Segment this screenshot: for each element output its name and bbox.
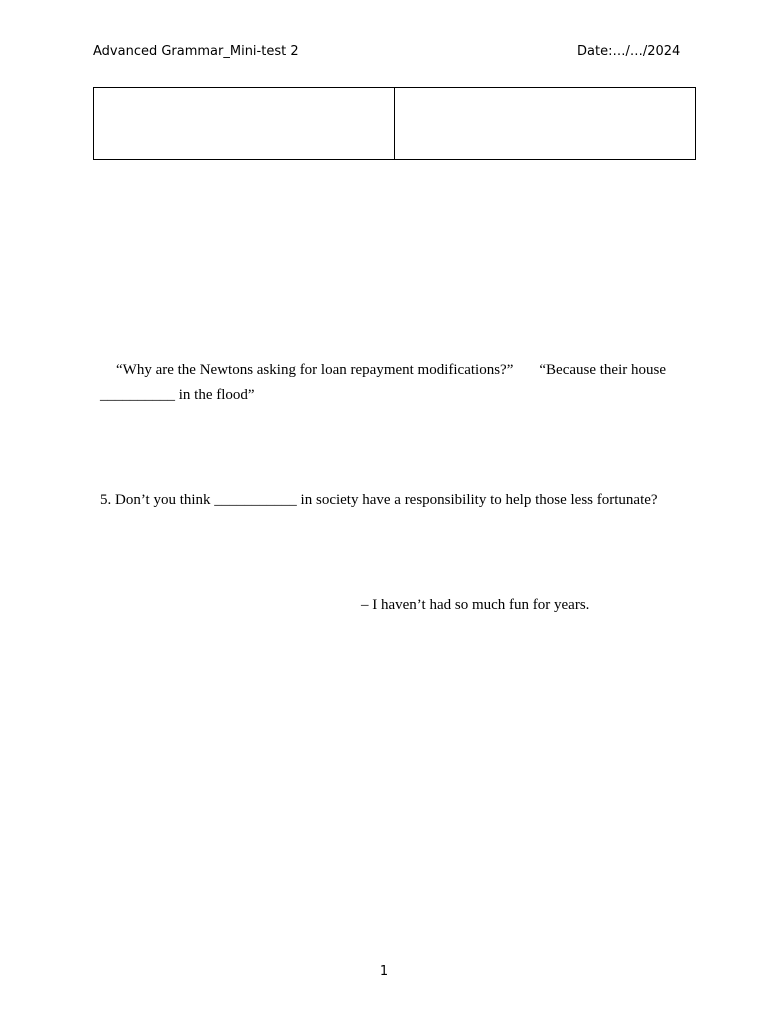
answer-box-left-cell: [94, 88, 395, 159]
response-line: – I haven’t had so much fun for years.: [361, 597, 590, 613]
answer-box-table: [93, 87, 696, 160]
document-title: Advanced Grammar_Mini-test 2: [93, 44, 299, 59]
answer-box-right-cell: [395, 88, 695, 159]
question-5-text: 5. Don’t you think ___________ in society have a responsibility to help those less fortunate?: [100, 492, 658, 508]
question-4-reply-start: “Because their house: [539, 362, 666, 378]
page-number: 1: [379, 964, 389, 979]
question-4-line-2: __________ in the flood”: [100, 387, 255, 403]
question-4-quote: “Why are the Newtons asking for loan repayment modifications?”: [116, 362, 514, 378]
date-field: Date:…/…/2024: [577, 44, 681, 59]
question-4-line-1: [116, 360, 666, 380]
